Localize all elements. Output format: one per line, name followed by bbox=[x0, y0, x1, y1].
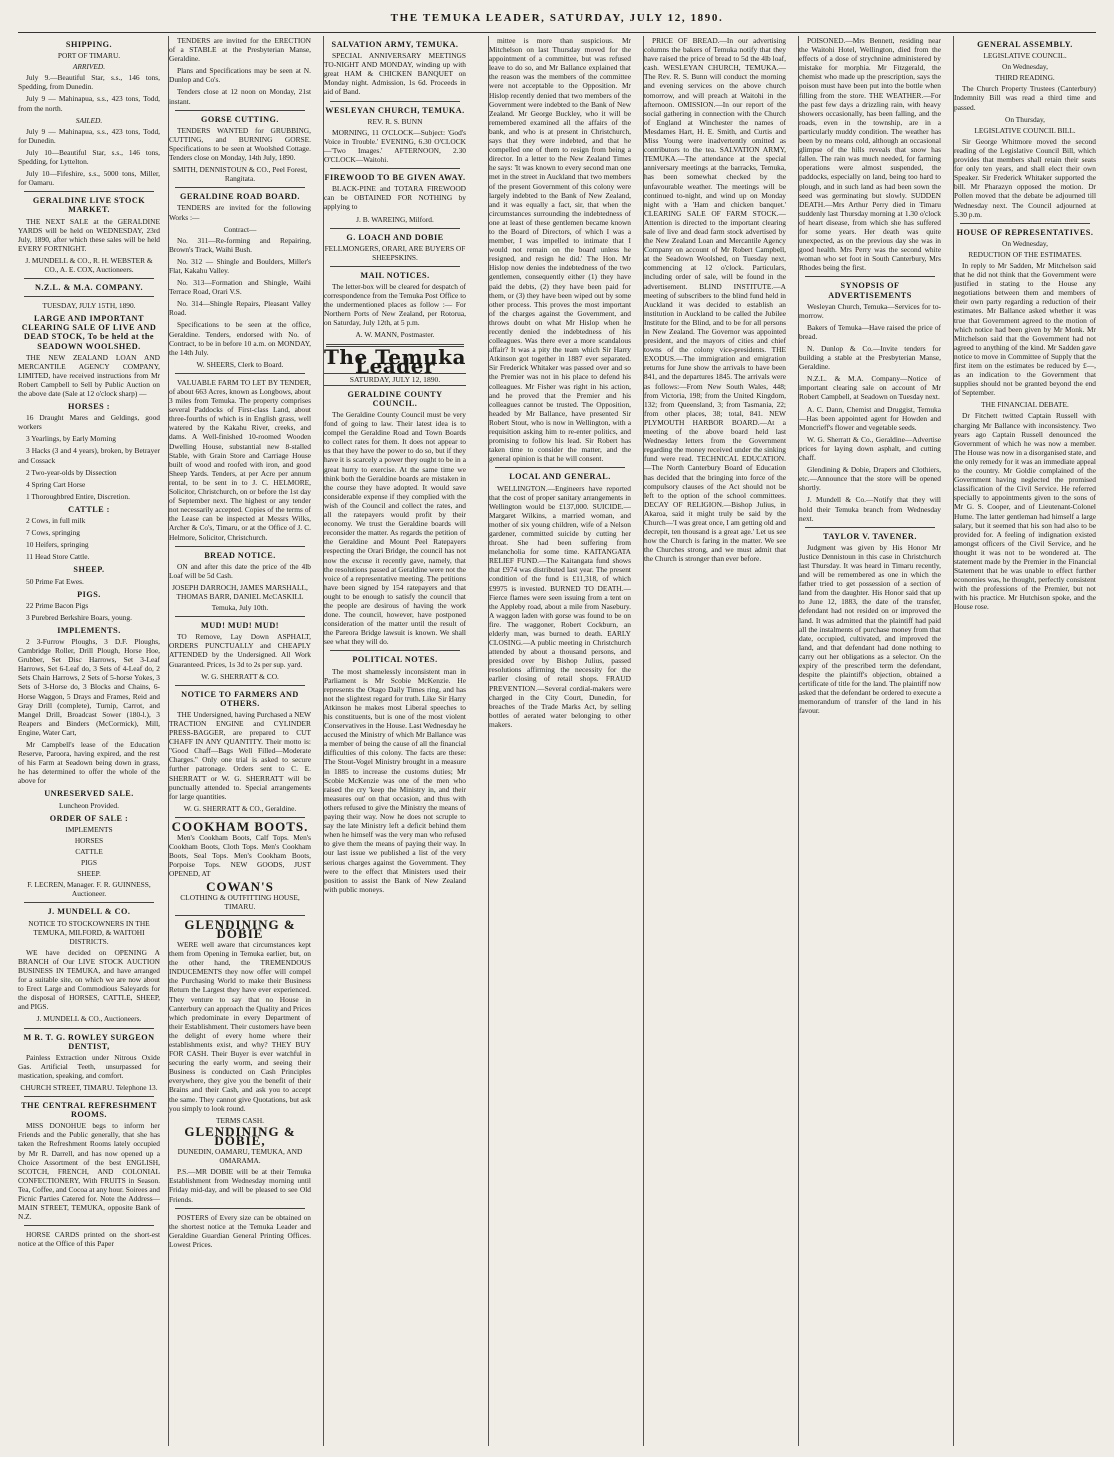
taylor-text: Judgment was given by His Honor Mr Justice Dennistoun in this case in Christchurch last Thursday. It was heard in Timaru recently, and will be remembered as one in which the father tried to get possession of a section of land from the daughter. His Honor said that up to June 12, 1883, the date of the transfer, defendant had not resided on or improved the land. It was admitted that the plaintiff had paid all the instalments of purchase money from that date, occupied, cultivated, and improved the land, and that defendant had done nothing to carry out her obligations as a selector. On the expiry of the prescribed term the defendant, despite the plaintiff's objection, obtained a certificate of title for the land. The plaintiff now asked that the defendant be ordered to execute a memorandum of transfer of the land in his favour. bbox=[799, 542, 941, 716]
wesleyan-rev: REV. R. S. BUNN bbox=[367, 116, 423, 126]
loach-heading: G. LOACH AND DOBIE bbox=[346, 232, 444, 242]
unreserved-heading: UNRESERVED SALE. bbox=[44, 789, 134, 799]
divider bbox=[805, 527, 935, 528]
divider bbox=[24, 1096, 154, 1097]
firewood-text: BLACK-PINE and TOTARA FIREWOOD can be OBTAINED FOR NOTHING by applying to bbox=[324, 184, 466, 212]
synopsis-item: Bakers of Temuka—Have raised the price of bread. bbox=[799, 322, 941, 341]
paper-title: The Temuka Leader bbox=[324, 344, 466, 378]
order-item: CATTLE bbox=[75, 846, 103, 856]
divider bbox=[175, 373, 305, 374]
cowan-heading: COWAN'S bbox=[206, 878, 274, 894]
mud-signoff: W. G. SHERRATT & CO. bbox=[201, 671, 279, 681]
synopsis-item: A. C. Dann, Chemist and Druggist, Temuka—Has been appointed agent for Howden and Moncrieff's flower and vegetable seeds. bbox=[799, 404, 941, 432]
farmers-heading: NOTICE TO FARMERS AND OTHERS. bbox=[181, 689, 299, 708]
columns bbox=[18, 36, 1098, 1446]
salvation-heading: SALVATION ARMY, TEMUKA. bbox=[331, 40, 459, 49]
divider bbox=[495, 467, 625, 468]
assembly-text: Sir George Whitmore moved the second reading of the Legislative Council Bill, which provides that members shall retain their seats for only ten years, and shall elect their own Speaker. Sir Frederick Whitaker supported the bill. Mr Pharazyn opposed the motion. Dr Pollen moved that the debate be adjourned till Wednesday next. The Council adjourned at 5.30 p.m. bbox=[954, 136, 1096, 219]
nz-date: TUESDAY, JULY 15TH, 1890. bbox=[42, 301, 136, 311]
firewood-signoff: J. B. WAREING, Milford. bbox=[356, 214, 434, 224]
dobie2-ps: P.S.—MR DOBIE will be at their Temuka Establishment from Wednesday morning until Friday mid-day, and will be pleased to see Old Friends. bbox=[169, 1167, 311, 1204]
political-text: The most shamelessly inconsistent man in Parliament is Mr Scobie McKenzie. He represents the Otago Daily Times ring, and has not the slightest regard for truth. Like Sir Harry Atkinson he makes most Liberal speeches to his constituents, but is one of the most violent Conservatives in the House. Last Wednesday he accused the Ministry of which Mr Ballance was a member of being the cause of all the financial difficulties of this colony. The facts are these: The Stout-Vogel Ministry brought in a measure in 1885 to increase the customs duties; Mr Scobie McKenzie was one of the men who raised the cry 'keep the Ministry in, and their measures out' on that occasion, and thus with others refused to give the Ministry the means of paying their way. Now he does not scruple to say the late Ministry left a deficit behind them when he himself was the very man who refused to give them the means of paying their way. In our last issue we published a list of the very serious charges against the Government. They were to the effect that Ministers used their position to assist the Bank of New Zealand with public moneys. bbox=[324, 666, 466, 894]
sailing-entry: July 10—Beautiful Star, s.s., 146 tons, Spedding, for Lyttelton. bbox=[18, 147, 160, 167]
taylor-heading: TAYLOR V. TAVENER. bbox=[823, 531, 917, 541]
market-signoff: J. MUNDELL & CO., R. H. WEBSTER & CO., A. E. COX, Auctioneers. bbox=[25, 255, 153, 274]
order-item: HORSES bbox=[74, 835, 104, 845]
pig-item: 22 Prime Bacon Pigs bbox=[26, 600, 89, 610]
order-item: SHEEP. bbox=[77, 869, 101, 879]
reduction-heading: REDUCTION OF THE ESTIMATES. bbox=[968, 249, 1082, 259]
farmers-text: THE Undersigned, having Purchased a NEW TRACTION ENGINE and CYLINDER PRESS-BAGGER, are prepared to CUT CHAFF IN ANY QUANTITY. Their motto is: "Good Chaff—Bags Well Filled—Moderate Charges." Only one trial is asked to secure further patronage. Orders sent to C. E. SHERRATT or W. G. SHERRATT will be punctually attended to. Special arrangements for large quantities. bbox=[169, 709, 311, 801]
sailing-entry: July 10—Fifeshire, s.s., 5000 tons, Miller, for Oamaru. bbox=[18, 169, 160, 188]
erection-plans: Plans and Specifications may be seen at N. Dunlop and Co's. bbox=[169, 66, 311, 85]
rowley-text: Painless Extraction under Nitrous Oxide Gas. Artificial Teeth, unsurpassed for mastication, speaking, and comfort. bbox=[18, 1052, 160, 1080]
farm-text: VALUABLE FARM TO LET BY TENDER, of about 663 Acres, known as Longbows, about 3 miles from Temuka. The property comprises several Paddocks of First-class Land, about three-fourths of which is in English grass, well watered by the Kakahu River, creeks, and dams. A Well-finished 10-roomed Wooden Dwelling House, substantial new 8-stalled Stable, with Grain Store and Carriage House built of wood and roofed with iron, and good Sheep Yards. Tenders, at per Acre per annum rental, to be sent in to J. C. HELMORE, Solicitor, Christchurch, on or before the 1st day of September next. The highest or any tender not necessarily accepted. Copies of the terms of the Lease can be inspected at Messrs Wilks, Archer & Co's, Timaru, or at the Office of J. C. Helmore, Solicitor, Christchurch. bbox=[169, 377, 311, 542]
road-signoff: W. SHEERS, Clerk to Board. bbox=[196, 359, 284, 369]
dobie-text: WERE well aware that circumstances kept them from Opening in Temuka earlier, but, on the other hand, the TREMENDOUS INDUCEMENTS they now offer will compel the Purchasing World to make their Business Return the Largest they have ever experienced. They venture to say that no House in Canterbury can approach the Quality and Prices which predominate in every Department of their Establishment. Their customers have been the delight of every home where their establishments exist, and why? THEY BUY FOR CASH. Their Buyer is ever watchful in securing the early worm, and seeing their Business is conducted on Cash Principles everywhere, they give you the benefit of their Brains and their Cash, and ask you to accept the same. They cannot give Quotations, but ask you simply to look round. bbox=[169, 939, 311, 1113]
pigs-heading: PIGS. bbox=[77, 589, 101, 599]
column-6 bbox=[798, 36, 941, 1446]
salvation-text: SPECIAL ANNIVERSARY MEETINGS TO-NIGHT AND MONDAY, winding up with great HAM & CHICKEN BANQUET on Monday night. Admission, 1s 6d. Proceeds in aid of Band. bbox=[324, 51, 466, 97]
horse-item: 2 Two-year-olds by Dissection bbox=[26, 467, 117, 477]
mundell-signoff: J. MUNDELL & CO., Auctioneers. bbox=[36, 1014, 142, 1024]
sheep-item: 50 Prime Fat Ewes. bbox=[26, 576, 84, 586]
synopsis-heading: SYNOPSIS OF ADVERTISEMENTS bbox=[828, 281, 912, 300]
road-item: No. 314—Shingle Repairs, Pleasant Valley Road. bbox=[169, 299, 311, 318]
column-3 bbox=[323, 36, 466, 1446]
column-2 bbox=[168, 36, 311, 1446]
local-notes: PRICE OF BREAD.—In our advertising columns the bakers of Temuka notify that they have raised the price of bread to 5d the 4lb loaf, cash. WESLEYAN CHURCH, TEMUKA.—The Rev. R. S. Bunn will conduct the morning and evening services on the above church tomorrow, and will preach at Waitohi in the afternoon. OMISSION.—In our report of the social gathering in connection with the Church of England at Winchester the names of Mesdames Hart, H. E. Smith, and Curtis and Miss Young were inadvertently omitted as contributors to the tea. SALVATION ARMY, TEMUKA.—The attendance at the special anniversary meetings at the barracks, Temuka, has been somewhat checked by the unfavourable weather. The meetings will be continued to-night, and wind up on Monday night with a 'Ham and chicken banquet.' CLEARING SALE OF FARM STOCK.—Attention is directed to the important clearing sale of live and dead farm stock advertised by the New Zealand Loan and Mercantile Agency Company on account of Mr Robert Campbell, at the Seadown Woolshed, on Tuesday next, commencing at 12 o'clock. Particulars, including order of sale, will be found in the advertisement. BLIND INSTITUTE.—A meeting of subscribers to the blind fund held in Auckland it was decided to establish an institution in Auckland to be called the Jubilee Institute for the Blind, and to be for all persons in New Zealand. The Governor was appointed president, and the mayors of cities and chief towns of the colony vice-presidents. THE EXODUS.—The immigration and emigration returns for June show the arrivals to have been 841, and the departures 1845. The arrivals were as follows:—From New South Wales, 448; from Victoria, 198; from the United Kingdom, 132; from Queensland, 3; from Tasmania, 22; from other places, 38; total, 841. NEW PLYMOUTH HARBOR BOARD.—At a meeting of the above board held last Wednesday letters from the Government regarding the money received under the sinking fund were read. TECHNICAL EDUCATION.—The North Canterbury Board of Education has decided that the bringing into force of the compulsory clauses of the Act should not be left to the option of the school committees. DECAY OF RELIGION.—Bishop Julius, in Akaroa, said it might truly be said by the Church—'I was great once, I am getting old and decrepit, ten thousand is a great age.' Let us see how the Church is faring in the matter. We see the Churches strong, and we must admit that the Church is stronger than ever before. bbox=[644, 36, 786, 564]
erection-text: TENDERS are invited for the ERECTION of a STABLE at the Presbyterian Manse, Geraldine. bbox=[169, 36, 311, 64]
divider bbox=[24, 278, 154, 279]
divider bbox=[960, 223, 1090, 224]
order-heading: ORDER OF SALE : bbox=[49, 813, 129, 823]
column-7 bbox=[953, 36, 1096, 1446]
lease-text: Mr Campbell's lease of the Education Reserve, Paroora, having expired, and the rest of his Farm at Seadown being down in grass, he has determined to offer the whole of the above for bbox=[18, 740, 160, 786]
bread-heading: BREAD NOTICE. bbox=[204, 550, 276, 560]
divider bbox=[175, 915, 305, 916]
gorse-heading: GORSE CUTTING. bbox=[201, 114, 279, 124]
horses-heading: HORSES : bbox=[68, 402, 110, 412]
market-heading: GERALDINE LIVE STOCK MARKET. bbox=[32, 196, 146, 215]
road-item: No. 311—Re-forming and Repairing, Brown's Track, Waihi Bush. bbox=[169, 235, 311, 254]
divider bbox=[175, 817, 305, 818]
synopsis-item: N. Dunlop & Co.—Invite tenders for building a stable at the Presbyterian Manse, Geraldine. bbox=[799, 344, 941, 372]
road-text: TENDERS are invited for the following Works :— bbox=[169, 203, 311, 222]
horse-item: 3 Hacks (3 and 4 years), broken, by Betrayer and Cossack bbox=[18, 446, 160, 465]
mail-heading: MAIL NOTICES. bbox=[360, 270, 430, 280]
nz-text: THE NEW ZEALAND LOAN AND MERCANTILE AGENCY COMPANY, LIMITED, have received instructions from Mr Robert Campbell to Sell by Public Auction on the above date (Sale at 12 o'clock sharp) — bbox=[18, 352, 160, 398]
bread-date: Temuka, July 10th. bbox=[211, 603, 269, 613]
cattle-item: 2 Cows, in full milk bbox=[26, 516, 86, 526]
horse-cards: HORSE CARDS printed on the short-est notice at the Office of this Paper bbox=[18, 1230, 160, 1249]
divider bbox=[175, 685, 305, 686]
divider bbox=[330, 228, 460, 229]
assembly-text: Dr Fitchett twitted Captain Russell with charging Mr Ballance with inconsistency. Two years ago Captain Russell denounced the Government of which he was now a member. The House was now in a disorganised state, and the only remedy for it was an immediate appeal to the country. Mr Goldie complained of the Government having neglected the promised classification of the Civil Service. He referred specially to appointments given to the sons of Mr G. S. Cooper, and of Lieutenant-Colonel Hume. The latter gentleman had himself a large salary, but it seemed that his son had also to be provided for. A feeling of indignation existed amongst officers of the Civil Service, and he thought it was not to be wondered at. The statement made by the Premier in the Financial Statement that he was unable to effect further economies was, he thought, perfectly consistent with the professions of the Premier, but not with his practice. Mr Hutchison spoke, and the House rose. bbox=[954, 411, 1096, 612]
column-5 bbox=[643, 36, 786, 1446]
bread-text: ON and after this date the price of the 4lb Loaf will be 5d Cash. bbox=[169, 561, 311, 580]
gorse-signoff: SMITH, DENNISTOUN & CO., Peel Forest, Rangitata. bbox=[172, 165, 308, 184]
road-item: No. 312 — Shingle and Boulders, Miller's Flat, Kakahu Valley. bbox=[169, 256, 311, 275]
sailed-heading: SAILED. bbox=[75, 115, 103, 125]
nz-sale: LARGE AND IMPORTANT CLEARING SALE OF LIVE AND DEAD STOCK, To be held at the SEADOWN WOOLSHED. bbox=[21, 314, 157, 351]
assembly-text: The Church Property Trustees (Canterbury) Indemnity Bill was read a third time and passed. bbox=[954, 84, 1096, 112]
horse-item: 4 Spring Cart Horse bbox=[26, 479, 86, 489]
boots-text: Men's Cookham Boots, Calf Tops. Men's Cookham Boots, Cloth Tops. Men's Cookham Boots, Seal Tops. Men's Cookham Boots, Porpoise Tops. NEW GOODS, JUST OPENED, AT bbox=[169, 833, 311, 879]
shipping-heading: SHIPPING. bbox=[65, 40, 113, 49]
house-heading: HOUSE OF REPRESENTATIVES. bbox=[956, 227, 1094, 237]
mail-text: The letter-box will be cleared for despatch of correspondence from the Temuka Post Office to the undermentioned places as follow :— For Northern Ports of New Zealand, per Rotorua, on Saturday, July 12th, at 5 p.m. bbox=[324, 281, 466, 328]
mud-text: TO Remove, Lay Down ASPHALT, ORDERS PUNCTUALLY and CHEAPLY ATTENDED by the Undersigned. All Work Guaranteed. Prices, 1s 3d to 2s per sup. yard. bbox=[169, 632, 311, 669]
sailing-entry: July 9 — Mahinapua, s.s., 423 tons, Todd, for Dunedin. bbox=[18, 126, 160, 145]
local-notes-continued: POISONED.—Mrs Bennett, residing near the Waitohi Hotel, Wellington, died from the effects of a dose of strychnine administered by mistake for morphia. Mr Fitzgerald, the chemist who made up the prescription, says the poison must have been put into the bottle when filling from the store. THE WEATHER.—For the past few days a drizzling rain, with heavy showers occasionally, has been falling, and the roads, even in the township, are in a particularly muddy condition. The weather has been by no means cold, although an occasional glimpse of the hills reveals that snow has fallen. The rain was much needed, for farming operations were almost suspended, the paddocks, especially on land, being too hard to plough, and in such land as had been sown the seed was germinating but slowly. SUDDEN DEATH.—Mrs Arthur Perry died in Timaru suddenly last Thursday morning at 1.30 o'clock of heart disease, from which she has suffered for some years. Her death was quite unexpected, as on the previous day she was in good health. Mrs Perry was the second white woman who set foot in South Canterbury, Mrs Rhodes being the first. bbox=[799, 36, 941, 273]
political-heading: POLITICAL NOTES. bbox=[352, 655, 438, 665]
column-1 bbox=[18, 36, 160, 1446]
divider bbox=[24, 1225, 154, 1226]
wesleyan-heading: WESLEYAN CHURCH, TEMUKA. bbox=[325, 105, 465, 115]
divider bbox=[805, 276, 935, 277]
posters-text: POSTERS of Every size can be obtained on the shortest notice at the Temuka Leader and Geraldine Guardian General Printing Offices. Lowest Prices. bbox=[169, 1212, 311, 1249]
synopsis-item: Glendining & Dobie, Drapers and Clothiers, etc.—Announce that the store will be opened shortly. bbox=[799, 465, 941, 493]
road-contract: Contract— bbox=[223, 224, 257, 234]
market-text: THE NEXT SALE at the GERALDINE YARDS will be held on WEDNESDAY, 23rd July, 1890, after which these sales will be held EVERY FORTNIGHT. bbox=[18, 216, 160, 253]
dateline: SATURDAY, JULY 12, 1890. bbox=[324, 373, 466, 386]
column-4 bbox=[488, 36, 631, 1446]
horse-item: 1 Thoroughbred Entire, Discretion. bbox=[26, 491, 130, 501]
divider bbox=[330, 101, 460, 102]
implements-heading: IMPLEMENTS. bbox=[57, 625, 121, 635]
order-signoff: F. LECREN, Manager. F. R. GUINNESS, Auctioneer. bbox=[27, 880, 151, 899]
divider bbox=[24, 902, 154, 903]
local-text: WELLINGTON.—Engineers have reported that the cost of proper sanitary arrangements in Wellington would be £137,000. SUICIDE.—Margaret Wilkins, a married woman, and mother of six young children, wife of a Nelson gardener, committed suicide by cutting her throat. She had been suffering from melancholia for some time. KAITANGATA RELIEF FUND.—The Kaitangata fund shows that £974 was distributed last year. The present condition of the fund is £11,318, of which £9975 is invested. BURNED TO DEATH.—Fierce flames were seen issuing from a tent on the Appleby road, about a mile from Nasebury. A waggon laden with gorse was found to be on fire. The waggoner, Robert Cockburn, an elderly man, was burned to death. EARLY CLOSING.—A public meeting in Christchurch attended by about a thousand persons, and presided over by Bishop Julius, passed resolutions affirming the necessity for the earlier closing of retail shops. FRAUD PREVENTION.—Several cordial-makers were charged in the City Court, Dunedin, for breaches of the Trade Marks Act, by selling bottles of aerated water belonging to other makers. bbox=[489, 483, 631, 729]
council-text: The Geraldine County Council must be very fond of going to law. Their latest idea is to compel the Geraldine Road and Town Boards to collect rates for them. It does not appear to us that they have the power to do so, but if they have it is scarcely a power they ought to be in a great hurry to exercise. At the same time we think both the Geraldine boards are mistaken in the course they have adopted. It would save considerable expense if they complied with the wish of the Council and collect the rates, and all the ratepayers would profit by their economy. We trust the Geraldine boards will reconsider the matter. As regards the petition of the Geraldine and Mount Peel Ratepayers respecting the Orari Bridge, the council has not now the excuse it recently gave, namely, that the resolutions passed at Geraldine were not the voice of a representative meeting. The petitions have been signed by 154 ratepayers and that ought to be enough to satisfy the council that the people are desirous of having the work done. The council, however, have postponed consideration of the matter until the result of the Pareora Bridge lawsuit is known. We shall see what they will do. bbox=[324, 410, 466, 647]
debate-heading: THE FINANCIAL DEBATE. bbox=[981, 400, 1069, 410]
arrived-heading: ARRIVED. bbox=[72, 62, 106, 72]
dobie2-sub: DUNEDIN, OAMARU, TEMUKA, AND OMARAMA. bbox=[177, 1147, 303, 1166]
assembly-text: In reply to Mr Sadden, Mr Mitchelson said that he did not think that the Government were justified in stating to the House any negotiations between them and members of their own party regarding a reduction of their estimates. Mr Ballance asked whether it was true that Government agreed to the motion of which notice had been given by Mr Monk. Mr Mitchelson said that the Government had not agreed to anything of the kind. Mr Sadden gave notice to move in Committee of Supply that the first item on the estimates be reduced by £—, as an indication to the Government that supplies should not be granted beyond the end of September. bbox=[954, 260, 1096, 398]
day-label: On Thursday, bbox=[1004, 114, 1046, 124]
loach-text: FELLMONGERS, ORARI, ARE BUYERS OF SHEEPSKINS. bbox=[324, 243, 466, 262]
order-item: PIGS bbox=[80, 858, 98, 868]
article-text: mittee is more than suspicious. Mr Mitchelson on last Thursday moved for the appointment of a committee, but was refused leave to do so, and Mr Ballance explained that the reason was the members of the committee were not acceptable to the Opposition. Mr Hislop recently denied that two members of the Government were indebted to the Bank of New Zealand. Mr George Buckley, who it will be remembered examined all the affairs of the bank, and who is at present in Christchurch, says that they were indebted, and that he compelled one of them to resign from being a director. In a letter to the New Zealand Times he says: 'It was known to every second man one met in the street in Auckland that two members of the present Government of this colony were largely indebted to the Bank of New Zealand, and it was equally a fact, sir, that when the circumstances surrounding the indebtedness of one at least of these gentlemen became known to the Board of Directors, of which I was a member, I was impelled to intimate that I would not remain on the board unless he resigned, and resign he did.' The Hon. Mr Hislop now denies the indebtedness of the two gentlemen, consequently either (1) they have paid the debts, (2) they have been paid for them, or (3) they have been wiped out by some other process. This proves the most important of the charges against the Government, and throws doubt on what Mr Hislop when he recently denied the indebtedness of his colleagues. Was there ever a more scandalous affair? It was a pity the team which Sir Harry Atkinson got together in 1887 ever separated. Sir Frederick Whitaker was passed over and so the Premier was not in his place to defend his colleagues. Mr Fisher was right in his action, and he proved that the Premier and his colleagues cannot be trusted. The Opposition, headed by Mr Ballance, have presented Sir Robert Stout, who is now in Wellington, with a requisition asking him to re-enter politics, and promising to follow his lead. Sir Robert has taken time to consider the matter, and the general opinion is that he will consent. bbox=[489, 36, 631, 464]
divider bbox=[175, 187, 305, 188]
cattle-item: 10 Heifers, springing bbox=[26, 540, 89, 550]
horse-item: 16 Draught Mares and Geldings, good workers bbox=[18, 413, 160, 432]
divider bbox=[175, 110, 305, 111]
rowley-heading: M R. T. G. ROWLEY SURGEON DENTIST, bbox=[23, 1032, 155, 1051]
pig-item: 3 Purebred Berkshire Boars, young. bbox=[26, 612, 132, 622]
divider bbox=[330, 650, 460, 651]
local-heading: LOCAL AND GENERAL. bbox=[509, 472, 611, 482]
luncheon: Luncheon Provided. bbox=[59, 800, 119, 810]
horse-item: 3 Yearlings, by Early Morning bbox=[26, 434, 116, 444]
sheep-heading: SHEEP. bbox=[73, 565, 105, 575]
road-heading: GERALDINE ROAD BOARD. bbox=[180, 192, 300, 202]
road-item: No. 313—Formation and Shingle, Waihi Terrace Road, Orari V.S. bbox=[169, 278, 311, 297]
cattle-heading: CATTLE : bbox=[68, 504, 110, 514]
assembly-heading: GENERAL ASSEMBLY. bbox=[977, 40, 1073, 49]
synopsis-item: J. Mundell & Co.—Notify that they will hold their Temuka branch from Wednesday next. bbox=[799, 495, 941, 523]
divider bbox=[175, 1208, 305, 1209]
farmers-signoff: W. G. SHERRATT & CO., Geraldine. bbox=[183, 803, 297, 813]
arrival-entry: July 9 — Mahinapua, s.s., 423 tons, Todd, from the north. bbox=[18, 94, 160, 113]
synopsis-item: Wesleyan Church, Temuka—Services for to-morrow. bbox=[799, 301, 941, 320]
mail-signoff: A. W. MANN, Postmaster. bbox=[355, 330, 435, 340]
day-label: On Wednesday, bbox=[1002, 238, 1048, 248]
mundell-notice: NOTICE TO STOCKOWNERS IN THE TEMUKA, MILFORD, & WAITOHI DISTRICTS. bbox=[28, 918, 150, 946]
cattle-item: 7 Cows, springing bbox=[26, 528, 80, 538]
mundell-heading: J. MUNDELL & CO. bbox=[47, 907, 131, 917]
firewood-heading: FIREWOOD TO BE GIVEN AWAY. bbox=[324, 173, 466, 183]
page-masthead: THE TEMUKA LEADER, SATURDAY, JULY 12, 1890. bbox=[18, 12, 1096, 33]
road-notes: Specifications to be seen at the office, Geraldine. Tenders, endorsed with No. of Contract, to be in before 10 a.m. on MONDAY, the 14th July. bbox=[169, 320, 311, 357]
council-heading: GERALDINE COUNTY COUNCIL. bbox=[347, 389, 443, 408]
synopsis-item: W. G. Sherratt & Co., Geraldine—Advertise prices for laying down asphalt, and cutting chaff. bbox=[799, 434, 941, 463]
refresh-heading: THE CENTRAL REFRESHMENT ROOMS. bbox=[21, 1101, 157, 1120]
nz-heading: N.Z.L. & M.A. COMPANY. bbox=[34, 283, 144, 293]
implements-text: 2 3-Furrow Ploughs, 3 D.F. Ploughs, Cambridge Roller, Drill Plough, Horse Hoe, Grubber, Set Disc Harrows, Set 3-Leaf Harrows, Set 6-Leaf do, 3 Sets of 4-Leaf do, 2 Sets Chain Harrows, 2 Sets of 5-horse Yokes, 3 Sets of 3-Horse do, 3 Blocks and Chains, 6-Horse Waggon, 5 Drays and Frames, Reid and Gray Drill (complete), Turnip, Carrot, and Mangel Drill, Broadcast Sower (180-l.), 3 Reapers and Binders (McCormick), Mill, Engine, Water Cart, bbox=[18, 636, 160, 737]
cattle-item: 11 Head Store Cattle. bbox=[26, 552, 90, 562]
dobie-heading: GLENDINING & DOBIE bbox=[184, 916, 296, 941]
gorse-text: TENDERS WANTED for GRUBBING, CUTTING, and BURNING GORSE. Specifications to be seen at Woolshed Cottage. Tenders close on Monday, 14th July, 1890. bbox=[169, 125, 311, 163]
third-reading: THIRD READING. bbox=[995, 73, 1055, 83]
mud-heading: MUD! MUD! MUD! bbox=[201, 621, 279, 631]
rowley-address: CHURCH STREET, TIMARU. Telephone 13. bbox=[20, 1083, 158, 1092]
cowan-sub: CLOTHING & OUTFITTING HOUSE, TIMARU. bbox=[180, 892, 300, 911]
divider bbox=[175, 546, 305, 547]
boots-heading: COOKHAM BOOTS. bbox=[171, 818, 309, 834]
council-sub: LEGISLATIVE COUNCIL. bbox=[983, 51, 1067, 61]
erection-close: Tenders close at 12 noon on Monday, 21st instant. bbox=[169, 87, 311, 106]
dobie2-heading: GLENDINING & DOBIE, bbox=[184, 1123, 296, 1148]
synopsis-item: N.Z.L. & M.A. Company—Notice of important clearing sale on account of Mr Robert Campbell, at Seadown on Tuesday next. bbox=[799, 374, 941, 402]
arrival-entry: July 9.—Beautiful Star, s.s., 146 tons, Spedding, from Dunedin. bbox=[18, 73, 160, 92]
wesleyan-text: MORNING, 11 O'CLOCK—Subject: 'God's Voice in Trouble.' EVENING, 6.30 O'CLOCK—'Two Images.' AFTERNOON, 2.30 O'CLOCK—Waitohi. bbox=[324, 127, 466, 165]
divider bbox=[330, 266, 460, 267]
refresh-text: MISS DONOHUE begs to inform her Friends and the Public generally, that she has taken the Refreshment Rooms lately occupied by Mr R. Darrell, and has now opened up a Choice Assortment of the best ENGLISH, SCOTCH, FRENCH, AND COLONIAL CONFECTIONERY, With FRUITS in Season. Tea, Coffee, and Cocoa at any hour. Soirees and Picnic Parties Catered for. Note the Address—MAIN STREET, TEMUKA, opposite Bank of N.Z. bbox=[18, 1121, 160, 1222]
divider bbox=[24, 296, 154, 297]
terms: TERMS CASH. bbox=[215, 1115, 265, 1125]
bill-heading: LEGISLATIVE COUNCIL BILL. bbox=[974, 125, 1076, 135]
divider bbox=[175, 616, 305, 617]
divider bbox=[24, 191, 154, 192]
divider bbox=[330, 168, 460, 169]
mundell-text: WE have decided on OPENING A BRANCH of Our LIVE STOCK AUCTION BUSINESS IN TEMUKA, and have arranged for a suitable site, on which we are now about to Erect Large and Commodious Saleyards for the disposal of HORSES, CATTLE, SHEEP, and PIGS. bbox=[18, 947, 160, 1012]
divider bbox=[24, 1028, 154, 1029]
day-label: On Wednesday, bbox=[1002, 62, 1048, 72]
port-heading: PORT OF TIMARU. bbox=[57, 51, 121, 61]
bread-signoff: JOSEPH DARROCH, JAMES MARSHALL, THOMAS BARR, DANIEL McCASKILL bbox=[172, 582, 308, 601]
order-item: IMPLEMENTS bbox=[65, 824, 113, 834]
